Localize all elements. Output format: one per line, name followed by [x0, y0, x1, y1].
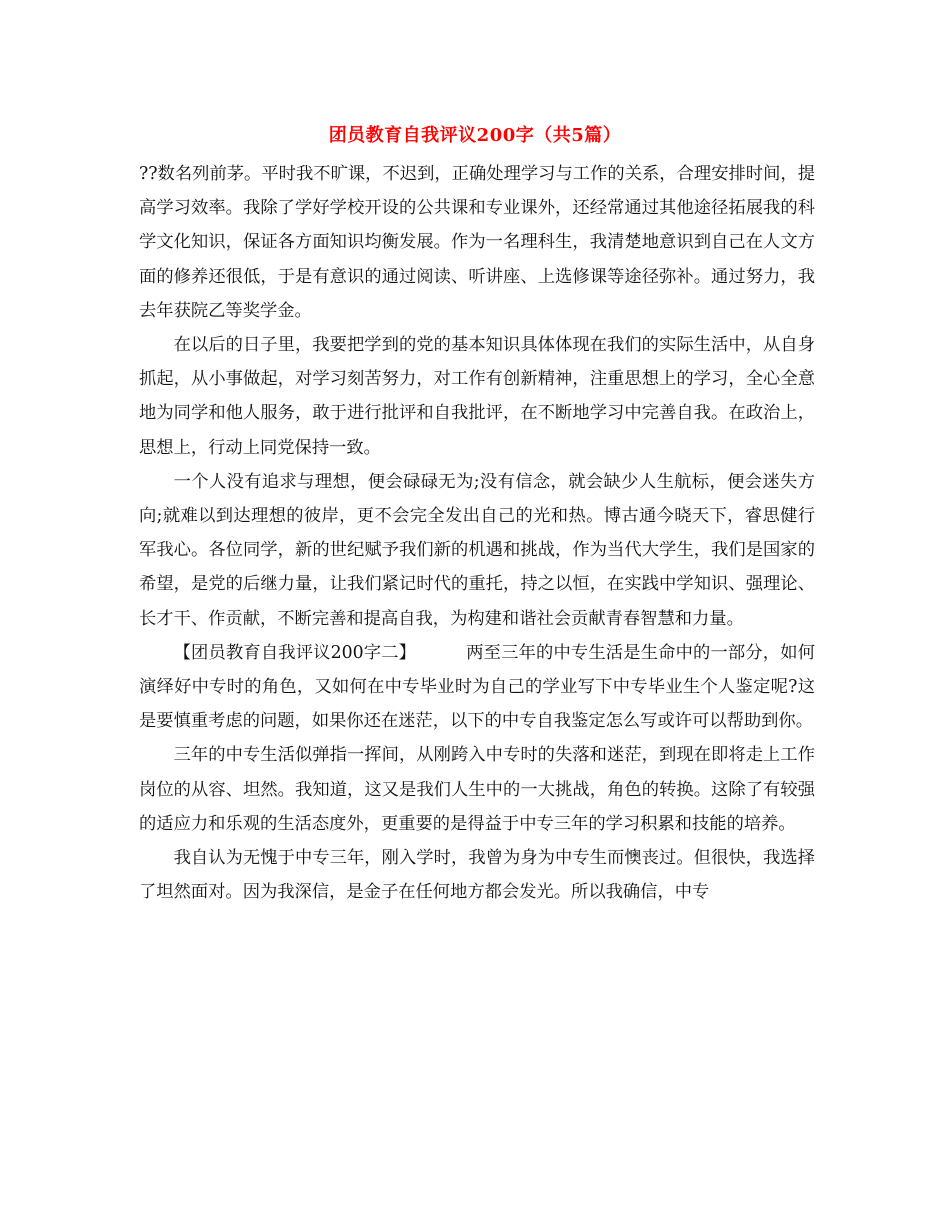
paragraph-2: 在以后的日子里，我要把学到的党的基本知识具体体现在我们的实际生活中，从自身抓起，从小事做起，对学习刻苦努力，对工作有创新精神，注重思想上的学习，全心全意地为同学和他人服务，敢于进行批评和自我批评，在不断地学习中完善自我。在政治上，思想上，行动上同党保持一致。	[139, 335, 815, 458]
document-body	[139, 157, 815, 909]
paragraph-5: 三年的中专生活似弹指一挥间，从刚跨入中专时的失落和迷茫，到现在即将走上工作岗位的从容、坦然。我知道，这又是我们人生中的一大挑战，角色的转换。这除了有较强的适应力和乐观的生活态度外，更重要的是得益于中专三年的学习积累和技能的培养。	[139, 745, 815, 834]
paragraph-1: ??数名列前茅。平时我不旷课，不迟到，正确处理学习与工作的关系，合理安排时间，提高学习效率。我除了学好学校开设的公共课和专业课外，还经常通过其他途径拓展我的科学文化知识，保证各方面知识均衡发展。作为一名理科生，我清楚地意识到自己在人文方面的修养还很低，于是有意识的通过阅读、听讲座、上选修课等途径弥补。通过努力，我去年获院乙等奖学金。	[139, 164, 815, 321]
document-title: 团员教育自我评议200字（共5篇）	[328, 125, 622, 146]
paragraph-6: 我自认为无愧于中专三年，刚入学时，我曾为身为中专生而懊丧过。但很快，我选择了坦然面对。因为我深信，是金子在任何地方都会发光。所以我确信，中专	[139, 848, 815, 903]
paragraph-4	[139, 636, 815, 739]
paragraph-3: 一个人没有追求与理想，便会碌碌无为;没有信念，就会缺少人生航标，便会迷失方向;就难以到达理想的彼岸，更不会完全发出自己的光和热。博古通今晓天下，睿思健行军我心。各位同学，新的世纪赋予我们新的机遇和挑战，作为当代大学生，我们是国家的希望，是党的后继力量，让我们紧记时代的重托，持之以恒，在实践中学知识、强理论、长才干、作贡献，不断完善和提高自我，为构建和谐社会贡献青春智慧和力量。	[139, 471, 815, 629]
section-heading: 【团员教育自我评议200字二】	[173, 642, 417, 663]
paragraph-4-text: 两至三年的中专生活是生命中的一部分，如何演绎好中专时的角色，又如何在中专毕业时为自己的学业写下中专毕业生个人鉴定呢?这是要慎重考虑的问题，如果你还在迷茫，以下的中专自我鉴定怎么写或许可以帮助到你。	[139, 642, 815, 732]
